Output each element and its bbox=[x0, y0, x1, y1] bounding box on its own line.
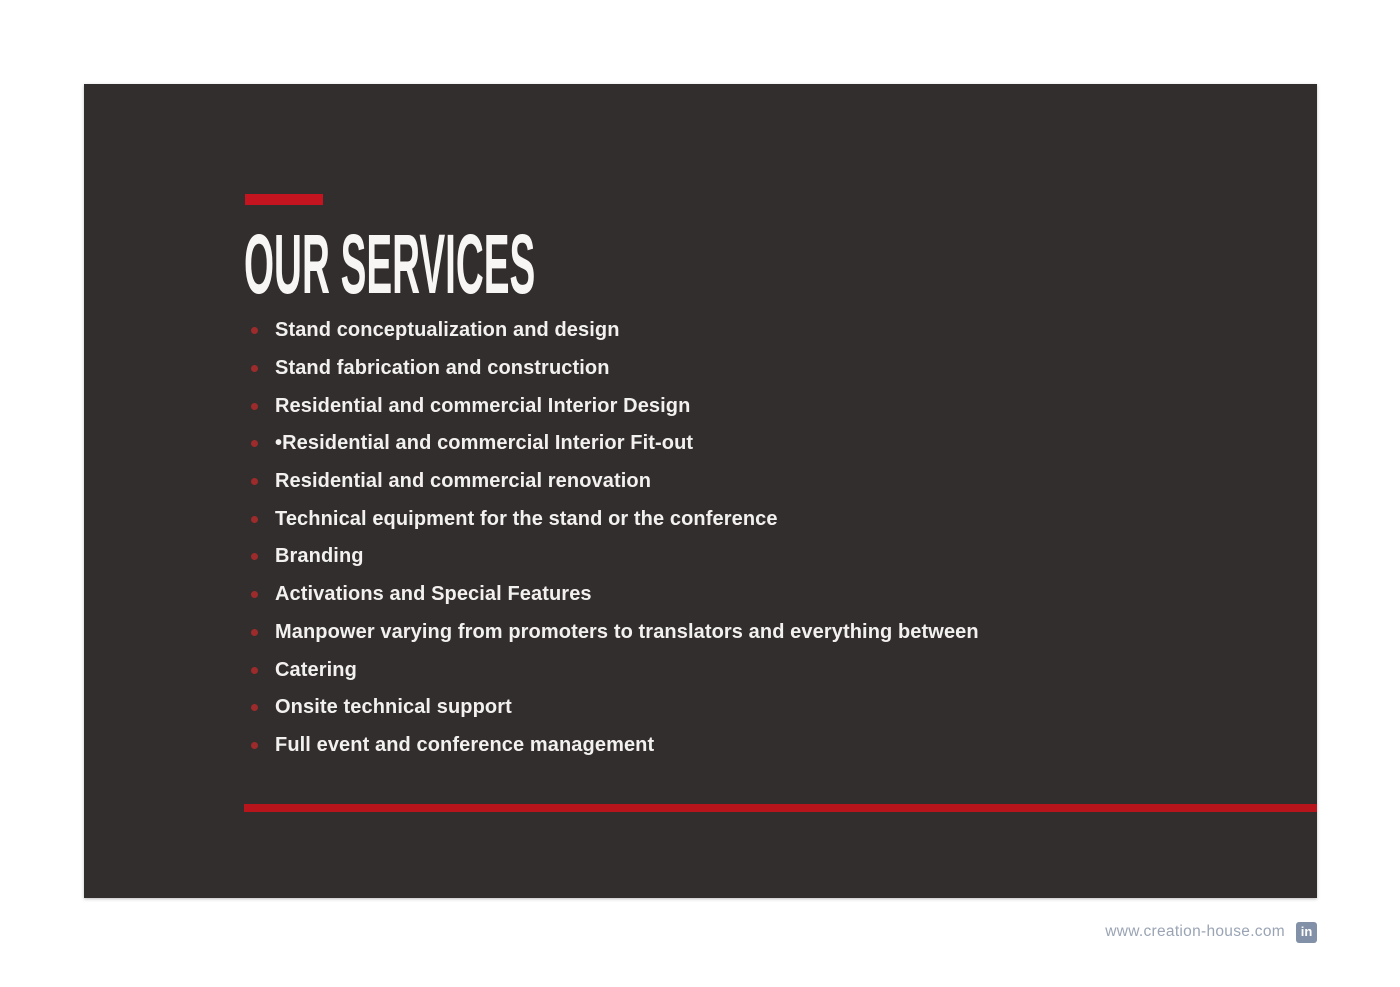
bullet-dot-icon bbox=[251, 440, 258, 447]
services-list bbox=[248, 312, 979, 764]
list-item-text: Onsite technical support bbox=[275, 696, 512, 719]
bullet-dot-icon bbox=[251, 403, 258, 410]
list-item-text: Residential and commercial renovation bbox=[275, 470, 652, 493]
list-item bbox=[248, 312, 979, 350]
bullet-dot-icon bbox=[251, 742, 258, 749]
bullet-dot-icon bbox=[251, 629, 258, 636]
bullet-dot-icon bbox=[251, 478, 258, 485]
website-link[interactable]: www.creation-house.com bbox=[1105, 923, 1285, 940]
list-item-text: Full event and conference management bbox=[275, 733, 655, 756]
bullet-dot-icon bbox=[251, 591, 258, 598]
list-item bbox=[248, 727, 979, 765]
list-item bbox=[248, 538, 979, 576]
bottom-accent-line bbox=[244, 804, 1317, 812]
list-item bbox=[248, 350, 979, 388]
linkedin-icon[interactable]: in bbox=[1296, 922, 1317, 943]
list-item bbox=[248, 387, 979, 425]
list-item bbox=[248, 425, 979, 463]
list-item-text: Catering bbox=[275, 658, 357, 681]
list-item bbox=[248, 651, 979, 689]
list-item-text: Stand fabrication and construction bbox=[275, 357, 610, 380]
list-item bbox=[248, 500, 979, 538]
slide-title: OUR SERVICES bbox=[244, 217, 536, 311]
bullet-dot-icon bbox=[251, 667, 258, 674]
bullet-dot-icon bbox=[251, 516, 258, 523]
list-item-text: Branding bbox=[275, 545, 364, 568]
list-item-text: Residential and commercial Interior Design bbox=[275, 394, 691, 417]
slide bbox=[84, 84, 1317, 898]
list-item bbox=[248, 463, 979, 501]
list-item bbox=[248, 576, 979, 614]
slide-footer bbox=[1105, 920, 1317, 944]
list-item bbox=[248, 689, 979, 727]
list-item-text: Manpower varying from promoters to translators and everything between bbox=[275, 620, 979, 643]
list-item bbox=[248, 614, 979, 652]
bullet-dot-icon bbox=[251, 553, 258, 560]
list-item-text: Technical equipment for the stand or the conference bbox=[275, 507, 778, 530]
list-item-text: Activations and Special Features bbox=[275, 583, 592, 606]
list-item-text: Stand conceptualization and design bbox=[275, 319, 620, 342]
bullet-dot-icon bbox=[251, 365, 258, 372]
bullet-dot-icon bbox=[251, 327, 258, 334]
list-item-text: •Residential and commercial Interior Fit-out bbox=[275, 432, 694, 455]
bullet-dot-icon bbox=[251, 704, 258, 711]
title-accent-bar bbox=[245, 194, 323, 205]
